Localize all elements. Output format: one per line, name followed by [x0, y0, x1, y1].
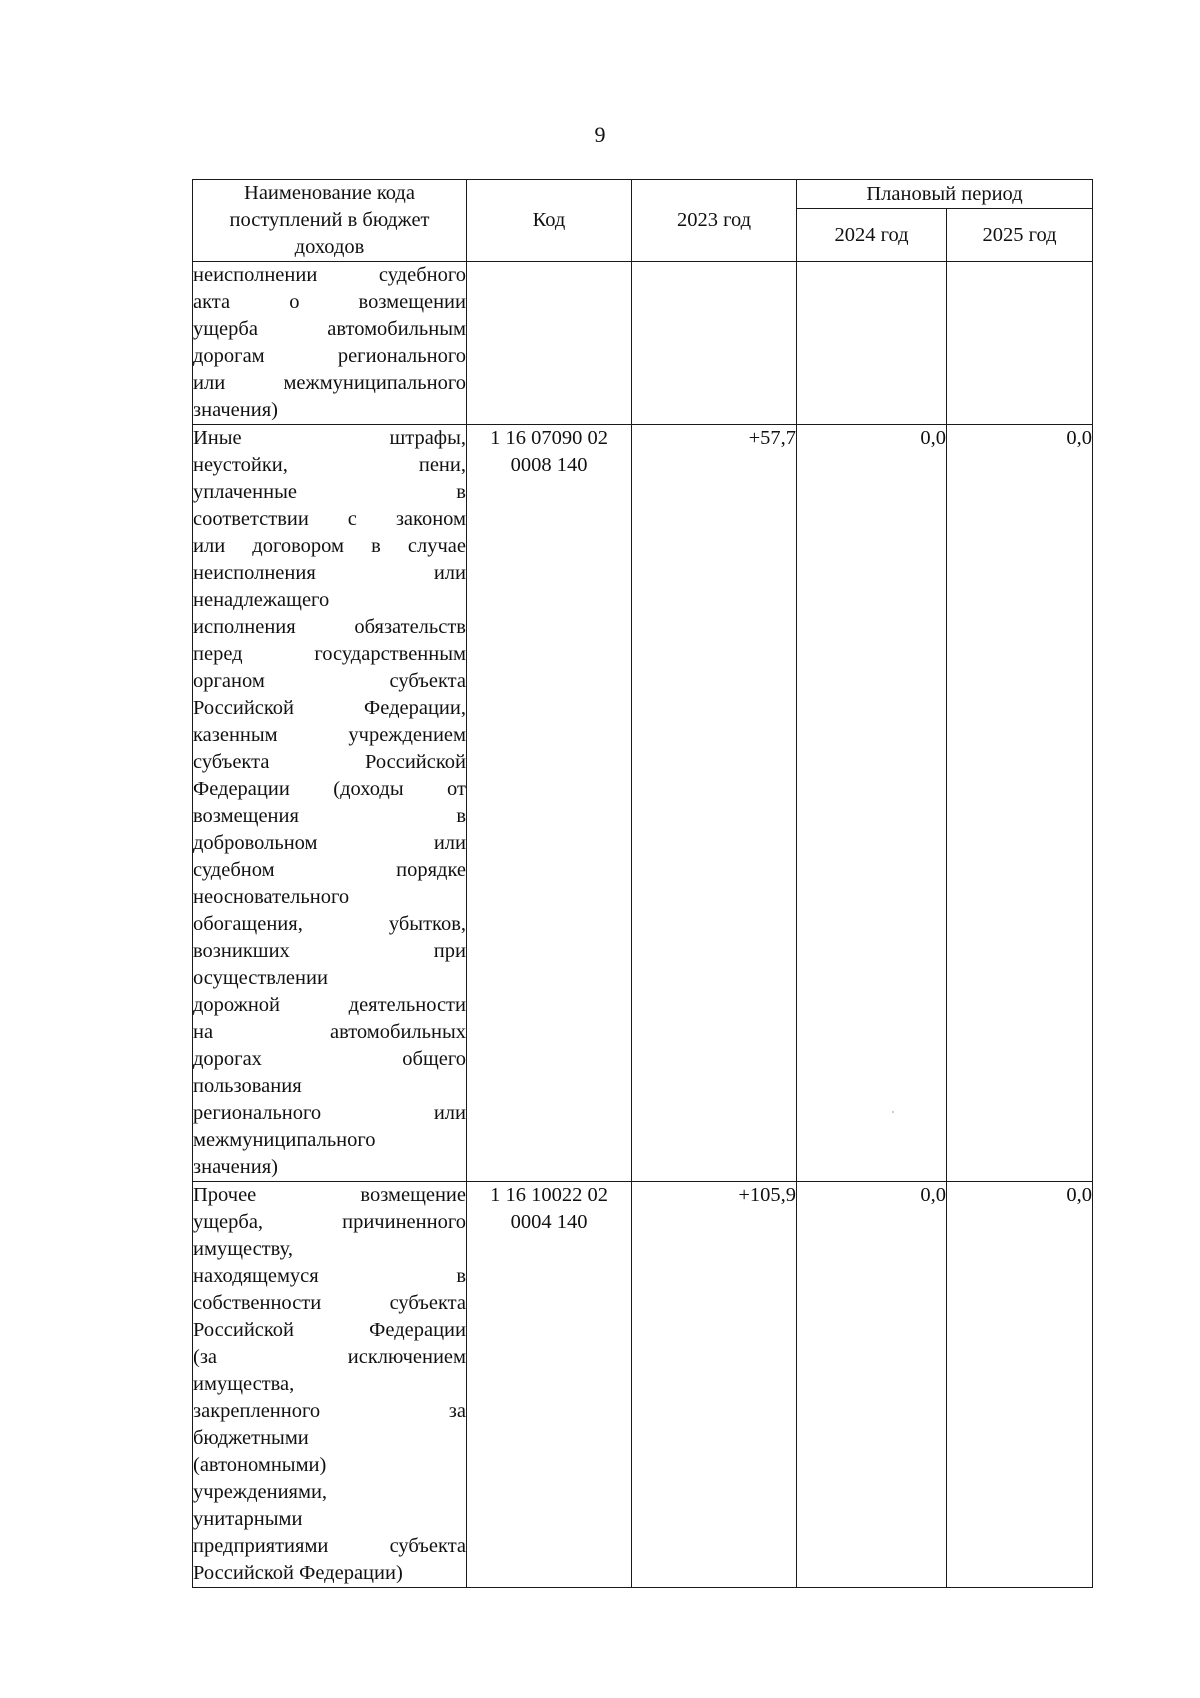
- income-name-cell: [193, 1182, 467, 1588]
- income-name-line: Российской Федерации,: [193, 697, 466, 719]
- income-name-line: неисполнения или: [193, 562, 466, 584]
- budget-code-cell: [467, 1182, 632, 1588]
- income-name-line: находящемуся в: [193, 1265, 466, 1287]
- income-name-line: Федерации (доходы от: [193, 778, 466, 800]
- budget-code-line: 0008 140: [510, 454, 588, 476]
- income-name-line: ущерба автомобильным: [193, 318, 466, 340]
- header-year-2024: 2024 год: [797, 209, 947, 262]
- income-name-line: (автономными): [193, 1454, 327, 1476]
- header-year-2023: 2023 год: [632, 180, 797, 262]
- amount-2025-cell: [947, 262, 1093, 425]
- income-name-line: или договором в случае: [193, 535, 466, 557]
- table-row: [193, 425, 1093, 1182]
- income-name-line: унитарными: [193, 1508, 303, 1530]
- income-name-line: бюджетными: [193, 1427, 309, 1449]
- income-name-line: на автомобильных: [193, 1021, 466, 1043]
- amount-2024-cell: [797, 262, 947, 425]
- table-body: [193, 262, 1093, 1588]
- amount-2024-cell: 0,0: [797, 1182, 947, 1588]
- income-name-line: Иные штрафы,: [193, 427, 466, 449]
- income-name-line: дорогам регионального: [193, 345, 466, 367]
- income-name-cell: [193, 262, 467, 425]
- income-name-line: неосновательного: [193, 886, 350, 908]
- income-name-line: (за исключением: [193, 1346, 466, 1368]
- income-name-line: соответствии с законом: [193, 508, 466, 530]
- income-name-line: неустойки, пени,: [193, 454, 466, 476]
- amount-2023-cell: +105,9: [632, 1182, 797, 1588]
- budget-code-line: 1 16 10022 02: [490, 1184, 608, 1206]
- income-name-line: или межмуниципального: [193, 372, 466, 394]
- income-name-line: дорожной деятельности: [193, 994, 466, 1016]
- budget-code-cell: [467, 262, 632, 425]
- scan-speck: [892, 1111, 894, 1113]
- income-name-line: имуществу,: [193, 1238, 293, 1260]
- income-name-line: органом субъекта: [193, 670, 466, 692]
- header-code: Код: [467, 180, 632, 262]
- income-name-line: закрепленного за: [193, 1400, 466, 1422]
- income-name-line: регионального или: [193, 1102, 466, 1124]
- income-name-line: уплаченные в: [193, 481, 466, 503]
- page-number: 9: [594, 122, 606, 147]
- budget-code-line: 0004 140: [510, 1211, 588, 1233]
- income-name-line: осуществлении: [193, 967, 328, 989]
- income-name-line: пользования: [193, 1075, 302, 1097]
- income-name-line: акта о возмещении: [193, 291, 466, 313]
- header-planned-period: Плановый период: [797, 180, 1093, 209]
- income-name-line: судебном порядке: [193, 859, 466, 881]
- income-name-line: значения): [193, 1156, 278, 1178]
- income-name-line: Российской Федерации: [193, 1319, 466, 1341]
- amount-2025-cell: 0,0: [947, 425, 1093, 1182]
- revenue-table: [192, 179, 1093, 1588]
- amount-2025-cell: 0,0: [947, 1182, 1093, 1588]
- income-name-line: значения): [193, 399, 278, 421]
- income-name-line: Прочее возмещение: [193, 1184, 466, 1206]
- income-name-line: дорогах общего: [193, 1048, 466, 1070]
- income-name-line: казенным учреждением: [193, 724, 466, 746]
- income-name-line: неисполнении судебного: [193, 264, 466, 286]
- income-name-line: возмещения в: [193, 805, 466, 827]
- table-row: [193, 1182, 1093, 1588]
- income-name-line: ущерба, причиненного: [193, 1211, 466, 1233]
- income-name-line: предприятиями субъекта: [193, 1535, 466, 1557]
- amount-2023-cell: +57,7: [632, 425, 797, 1182]
- income-name-line: перед государственным: [193, 643, 466, 665]
- amount-2023-cell: [632, 262, 797, 425]
- income-name-line: обогащения, убытков,: [193, 913, 466, 935]
- income-name-line: учреждениями,: [193, 1481, 328, 1503]
- income-name-line: имущества,: [193, 1373, 295, 1395]
- income-name-line: добровольном или: [193, 832, 466, 854]
- income-name-cell: [193, 425, 467, 1182]
- income-name-line: возникших при: [193, 940, 466, 962]
- income-name-line: ненадлежащего: [193, 589, 330, 611]
- income-name-line: межмуниципального: [193, 1129, 376, 1151]
- income-name-line: собственности субъекта: [193, 1292, 466, 1314]
- header-income-code-name: Наименование кода поступлений в бюджет доходов: [193, 180, 467, 262]
- budget-code-line: 1 16 07090 02: [490, 427, 608, 449]
- table-row: [193, 262, 1093, 425]
- income-name-line: исполнения обязательств: [193, 616, 466, 638]
- income-name-line: субъекта Российской: [193, 751, 466, 773]
- header-year-2025: 2025 год: [947, 209, 1093, 262]
- income-name-line: Российской Федерации): [193, 1562, 403, 1584]
- amount-2024-cell: 0,0: [797, 425, 947, 1182]
- budget-code-cell: [467, 425, 632, 1182]
